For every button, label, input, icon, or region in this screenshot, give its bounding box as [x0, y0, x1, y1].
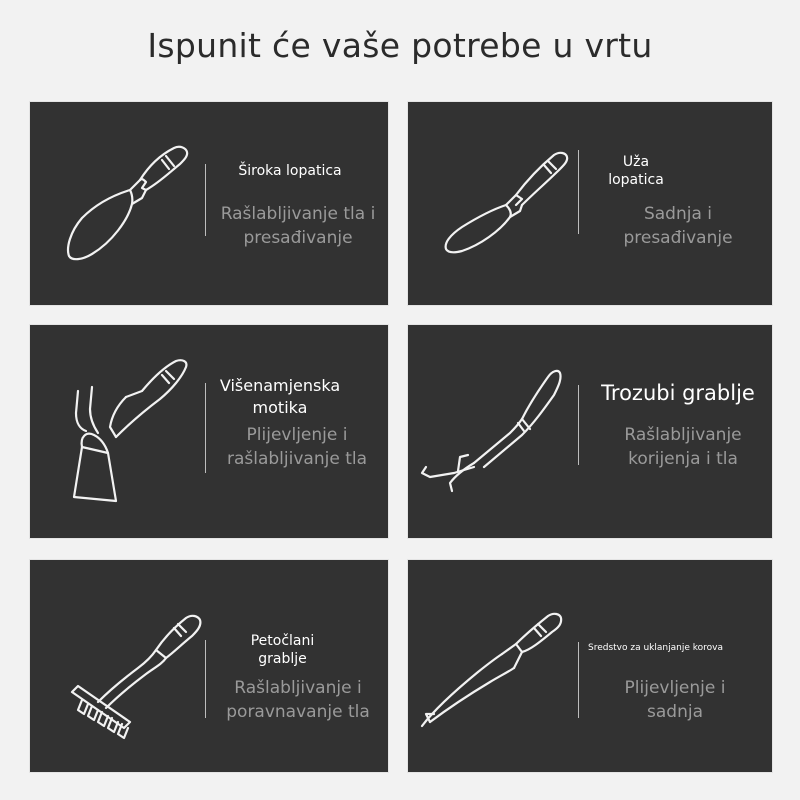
three-prong-cultivator-icon [418, 363, 568, 493]
card-divider [205, 164, 206, 236]
tool-name: Uža lopatica [608, 154, 664, 188]
weeder-icon [420, 610, 570, 730]
page-title: Ispunit će vaše potrebe u vrtu [147, 26, 653, 65]
tool-name: Trozubi grablje [601, 381, 755, 405]
tool-card-three-prong [408, 325, 772, 538]
tool-name: Višenamjenska motika [219, 376, 341, 417]
card-divider [205, 640, 206, 718]
tool-card-wide-trowel [30, 102, 388, 305]
tool-card-narrow-trowel [408, 102, 772, 305]
tool-description: Rašlabljivanje i poravnavanje tla [226, 678, 370, 722]
card-divider [578, 385, 579, 465]
five-tine-rake-icon [68, 610, 208, 740]
card-divider [205, 383, 206, 473]
tool-description: Rašlabljivanje tla i presađivanje [220, 204, 376, 248]
tool-card-five-tine-rake [30, 560, 388, 772]
tool-card-weeder [408, 560, 772, 772]
wide-trowel-icon [62, 142, 192, 267]
tool-name: Petočlani grablje [250, 633, 315, 667]
hoe-fork-icon [68, 357, 198, 507]
tool-card-hoe [30, 325, 388, 538]
narrow-trowel-icon [442, 147, 572, 257]
card-divider [578, 642, 579, 718]
tool-description: Rašlabljivanje korijenja i tla [624, 425, 742, 469]
tool-description: Plijevljenje i rašlabljivanje tla [226, 425, 367, 469]
tool-name: Široka lopatica [238, 163, 342, 179]
tool-name: Sredstvo za uklanjanje korova [588, 643, 723, 653]
card-divider [578, 150, 579, 234]
tool-description: Sadnja i presađivanje [623, 204, 733, 248]
tool-description: Plijevljenje i sadnja [624, 678, 726, 722]
